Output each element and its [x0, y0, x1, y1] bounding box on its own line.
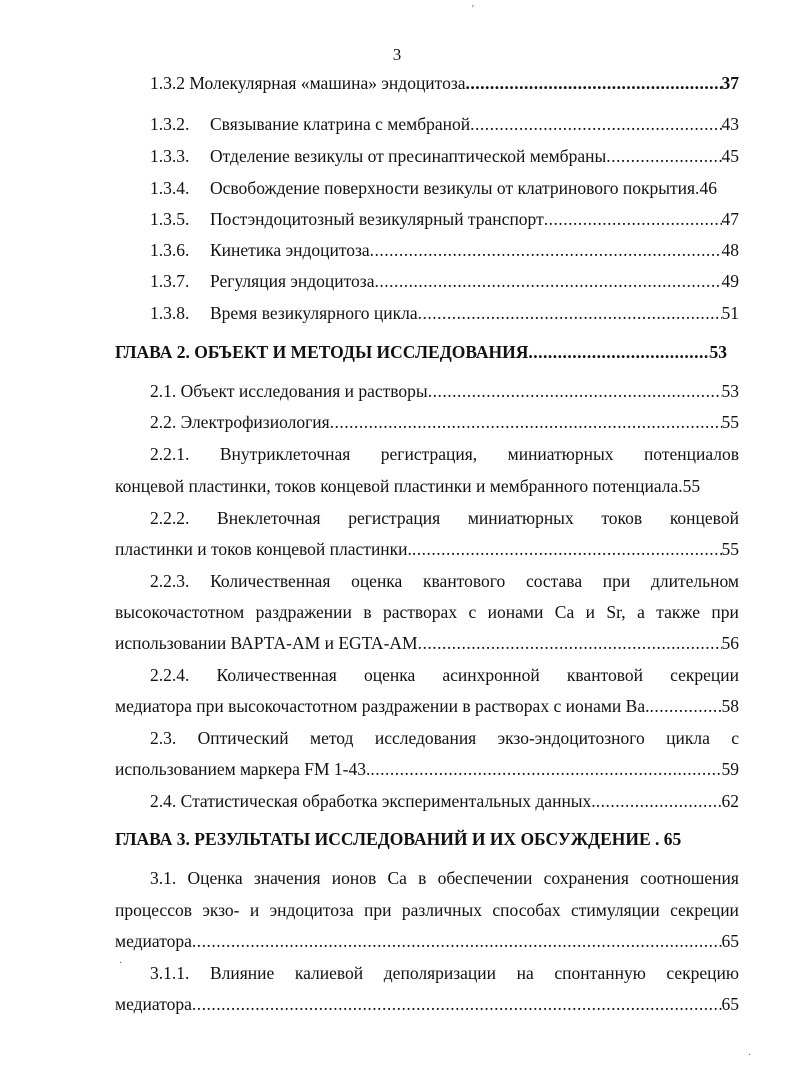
toc-page: 65: [721, 931, 739, 951]
toc-entry-2-3-line2[interactable]: [115, 758, 739, 780]
word: обеспечении: [437, 868, 533, 888]
word: 2.2.3.: [150, 571, 190, 591]
toc-entry-2-2-2-line2[interactable]: [115, 538, 739, 560]
word: Sr,: [606, 602, 626, 622]
toc-entry-3-1-1-line2[interactable]: [115, 993, 739, 1015]
word: с: [731, 728, 739, 748]
word: высокочастотном: [115, 602, 245, 622]
toc-page: 51: [721, 303, 739, 323]
toc-entry-3-1-1-line1[interactable]: [150, 962, 739, 984]
word: 2.2.1.: [150, 444, 190, 464]
toc-entry-1-3-4[interactable]: [150, 177, 755, 199]
toc-entry-2-2-4-line1[interactable]: [150, 664, 739, 686]
word: состава: [525, 571, 583, 591]
toc-entry-2-3-line1[interactable]: [150, 727, 739, 749]
toc-page: 47: [721, 209, 739, 229]
toc-entry-number: 1.3.8.: [150, 303, 190, 323]
toc-entry-text: Отделение везикулы от пресинаптической мембраны: [210, 146, 607, 166]
word: концевой: [669, 508, 739, 528]
toc-page: 37: [721, 73, 739, 93]
toc-page: 56: [721, 633, 739, 653]
toc-entry-number: 1.3.2.: [150, 114, 190, 134]
toc-entry-text: медиатора при высокочастотном раздражении в растворах с ионами Ва.: [115, 696, 650, 716]
toc-entry-1-3-3[interactable]: [150, 145, 739, 167]
word: квантовой: [566, 665, 643, 685]
word: соотношения: [640, 868, 739, 888]
toc-entry-text: Регуляция эндоцитоза: [210, 271, 375, 291]
word: секреции: [670, 900, 739, 920]
toc-entry-1-3-5[interactable]: [150, 208, 739, 230]
toc-chapter-3[interactable]: ГЛАВА 3. РЕЗУЛЬТАТЫ ИССЛЕДОВАНИЙ И ИХ ОБСУЖДЕНИЕ . 65: [115, 829, 682, 849]
toc-page: 49: [721, 271, 739, 291]
toc-leader: [330, 411, 722, 433]
toc-entry-text: использовании ВАРТА-АМ и EGTA-AM: [115, 633, 418, 653]
toc-entry-number: 1.3.3.: [150, 146, 190, 166]
word: исследования: [374, 728, 477, 748]
word: Са: [554, 602, 575, 622]
toc-leader: [544, 208, 722, 230]
toc-page: 59: [721, 759, 739, 779]
toc-leader: [528, 341, 709, 363]
word: на: [516, 963, 534, 983]
toc-page: 65: [721, 994, 739, 1014]
toc-chapter-title: ГЛАВА 2. ОБЪЕКТ И МЕТОДЫ ИССЛЕДОВАНИЯ: [115, 342, 529, 362]
word: процессов: [115, 900, 192, 920]
word: Внутриклеточная: [219, 444, 351, 464]
word: 2.2.2.: [150, 508, 190, 528]
toc-leader: [418, 632, 722, 654]
toc-entry-text: концевой пластинки, токов концевой пластинки и мембранного потенциала.: [115, 476, 683, 496]
word: также: [656, 602, 701, 622]
toc-entry-text: Кинетика эндоцитоза: [210, 240, 370, 260]
word: регистрация,: [380, 444, 478, 464]
toc-entry-2-2-1-line2[interactable]: [115, 475, 743, 497]
toc-page: 62: [721, 791, 739, 811]
word: потенциалов: [643, 444, 739, 464]
toc-page: 53: [709, 342, 727, 362]
word: секрецию: [666, 963, 739, 983]
word: при: [364, 900, 392, 920]
toc-page: 53: [721, 381, 739, 401]
word: значения: [253, 868, 321, 888]
toc-chapter-2[interactable]: [115, 341, 727, 363]
toc-entry-number: 1.3.4.: [150, 178, 190, 198]
toc-entry-text: медиатора: [115, 994, 192, 1014]
word: Количественная: [216, 665, 337, 685]
toc-entry-text: Постэндоцитозный везикулярный транспорт: [210, 209, 544, 229]
toc-entry-number: 1.3.7.: [150, 271, 190, 291]
toc-entry-2-2-1-line1[interactable]: [150, 443, 739, 465]
word: оценка: [363, 665, 416, 685]
toc-entry-1-3-2-machine[interactable]: [150, 72, 739, 94]
toc-entry-2-2-3-line3[interactable]: [115, 632, 739, 654]
scan-speck: ': [472, 4, 474, 15]
toc-entry-text: медиатора: [115, 931, 192, 951]
word: и: [249, 900, 260, 920]
word: Оценка: [187, 868, 243, 888]
page-number: 3: [392, 45, 402, 64]
toc-entry-2-2[interactable]: [150, 411, 739, 433]
word: длительном: [650, 571, 739, 591]
toc-leader: [192, 930, 722, 952]
toc-leader: [412, 538, 722, 560]
word: раздражении: [255, 602, 352, 622]
word: оценка: [351, 571, 403, 591]
toc-entry-1-3-2[interactable]: [150, 113, 739, 135]
word: ионами: [487, 602, 544, 622]
toc-entry-2-1[interactable]: [150, 380, 739, 402]
toc-leader: [606, 145, 721, 167]
toc-entry-3-1-line3[interactable]: [115, 930, 739, 952]
word: Оптический: [197, 728, 289, 748]
toc-page: 48: [721, 240, 739, 260]
toc-entry-text: Время везикулярного цикла: [210, 303, 418, 323]
word: 3.1.1.: [150, 963, 190, 983]
toc-entry-text: 2.2. Электрофизиология: [150, 412, 330, 432]
toc-entry-3-1-line1[interactable]: [150, 867, 739, 889]
word: секреции: [670, 665, 739, 685]
word: цикла: [666, 728, 710, 748]
word: при: [711, 602, 739, 622]
word: калиевой: [294, 963, 364, 983]
toc-leader: [470, 113, 721, 135]
word: эндоцитоза: [269, 900, 354, 920]
word: в: [418, 868, 427, 888]
scan-speck: ·: [748, 1050, 752, 1061]
word: квантового: [423, 571, 506, 591]
toc-entry-3-1-line2[interactable]: [115, 899, 739, 921]
toc-page: 46: [699, 178, 717, 198]
toc-leader: [374, 270, 721, 292]
word: деполяризации: [383, 963, 497, 983]
toc-entry-1-3-8[interactable]: [150, 302, 739, 324]
word: стимуляции: [571, 900, 660, 920]
word: при: [602, 571, 631, 591]
toc-entry-text: Связывание клатрина с мембраной: [210, 114, 471, 134]
toc-entry-2-2-4-line2[interactable]: [115, 695, 739, 717]
toc-page: 55: [721, 412, 739, 432]
toc-leader: [418, 302, 722, 324]
toc-page: 58: [721, 696, 739, 716]
toc-entry-text: 1.3.2 Молекулярная «машина» эндоцитоза: [150, 73, 466, 93]
word: асинхронной: [442, 665, 540, 685]
toc-leader: [428, 380, 722, 402]
word: растворах: [382, 602, 458, 622]
toc-page: 55: [721, 539, 739, 559]
toc-page: 55: [682, 476, 701, 496]
word: Количественная: [210, 571, 331, 591]
toc-entry-2-2-2-line1[interactable]: [150, 507, 739, 529]
word: с: [468, 602, 477, 622]
toc-entry-text: 2.1. Объект исследования и растворы: [150, 381, 428, 401]
toc-entry-text: 2.4. Статистическая обработка экспериментальных данных.: [150, 791, 596, 811]
word: сохранения: [543, 868, 629, 888]
toc-leader: [466, 72, 722, 94]
toc-entry-text: Освобождение поверхности везикулы от клатринового покрытия.: [210, 178, 700, 198]
word: Влияние: [209, 963, 275, 983]
word: а: [637, 602, 645, 622]
word: и: [585, 602, 595, 622]
toc-entry-2-2-3-line2[interactable]: [115, 601, 739, 623]
toc-entry-text: использованием маркера FM 1-43.: [115, 759, 371, 779]
toc-entry-2-4[interactable]: [150, 790, 739, 812]
word: 2.3.: [150, 728, 177, 748]
toc-leader: [370, 239, 722, 261]
word: различных: [401, 900, 483, 920]
word: экзо-: [202, 900, 240, 920]
toc-leader: [192, 993, 722, 1015]
toc-entry-number: 1.3.5.: [150, 209, 190, 229]
toc-page: 65: [663, 829, 682, 849]
scan-speck: ·: [119, 958, 123, 969]
toc-chapter-title: ГЛАВА 3. РЕЗУЛЬТАТЫ ИССЛЕДОВАНИЙ И ИХ ОБСУЖДЕНИЕ: [115, 829, 651, 849]
word: способах: [492, 900, 561, 920]
toc-entry-1-3-6[interactable]: [150, 239, 739, 261]
word: 2.2.4.: [150, 665, 190, 685]
word: спонтанную: [554, 963, 646, 983]
toc-entry-text: пластинки и токов концевой пластинки.: [115, 539, 412, 559]
toc-leader: [596, 790, 722, 812]
toc-leader: [649, 695, 721, 717]
word: регистрация: [348, 508, 441, 528]
word: метод: [310, 728, 354, 748]
toc-page: 45: [721, 146, 739, 166]
toc-entry-2-2-3-line1[interactable]: [150, 570, 739, 592]
word: ионов: [331, 868, 377, 888]
toc-entry-number: 1.3.6.: [150, 240, 190, 260]
word: миниатюрных: [507, 444, 614, 464]
word: 3.1.: [150, 868, 177, 888]
toc-page: 43: [721, 114, 739, 134]
word: в: [363, 602, 372, 622]
toc-leader: [370, 758, 721, 780]
word: Внеклеточная: [217, 508, 321, 528]
word: токов: [601, 508, 643, 528]
word: миниатюрных: [467, 508, 574, 528]
word: экзо-эндоцитозного: [497, 728, 645, 748]
word: Са: [387, 868, 407, 888]
toc-entry-1-3-7[interactable]: [150, 270, 739, 292]
